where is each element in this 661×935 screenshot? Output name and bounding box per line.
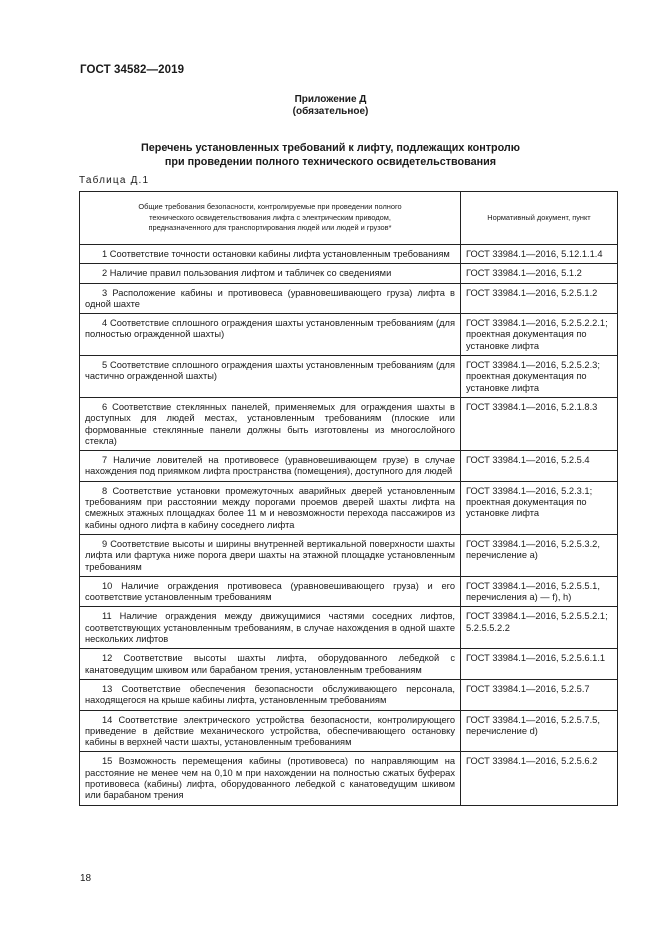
table-row — [80, 451, 618, 482]
table-row — [80, 649, 618, 680]
normative-cell: ГОСТ 33984.1—2016, 5.2.5.7 — [461, 679, 618, 710]
table-row — [80, 264, 618, 283]
normative-cell: ГОСТ 33984.1—2016, 5.2.5.7.5, перечисление d) — [461, 710, 618, 752]
page-number: 18 — [80, 873, 92, 884]
requirement-cell: 5 Соответствие сплошного ограждения шахты установленным требованиям (для частично огражденной шахты) — [80, 356, 461, 398]
table-row — [80, 576, 618, 607]
normative-cell: ГОСТ 33984.1—2016, 5.2.3.1; проектная документация по установке лифта — [461, 481, 618, 534]
table-row — [80, 356, 618, 398]
normative-cell: ГОСТ 33984.1—2016, 5.1.2 — [461, 264, 618, 283]
requirement-cell: 2 Наличие правил пользования лифтом и табличек со сведениями — [80, 264, 461, 283]
requirement-cell: 8 Соответствие установки промежуточных аварийных дверей установленным требованиям при расстоянии между порогами проемов дверей шахты лифта на смежных этажных площадках более 11 м и невозможности перехода пассажиров из кабины одного лифта в кабину соседнего лифта — [80, 481, 461, 534]
requirement-cell: 4 Соответствие сплошного ограждения шахты установленным требованиям (для полностью огражденной шахты) — [80, 314, 461, 356]
requirements-column-header — [80, 192, 461, 245]
normative-cell: ГОСТ 33984.1—2016, 5.2.5.5.1, перечисления a) — f), h) — [461, 576, 618, 607]
requirements-header-line-3: предназначенного для транспортирования людей или людей и грузов* — [148, 223, 392, 233]
normative-cell: ГОСТ 33984.1—2016, 5.2.5.6.2 — [461, 752, 618, 805]
standard-code-header: ГОСТ 34582—2019 — [80, 64, 185, 76]
normative-cell: ГОСТ 33984.1—2016, 5.2.5.3.2, перечисление a) — [461, 534, 618, 576]
appendix-title: Приложение Д — [294, 94, 367, 105]
normative-cell: ГОСТ 33984.1—2016, 5.2.5.2.2.1; проектная документация по установке лифта — [461, 314, 618, 356]
document-title — [0, 141, 661, 169]
normative-cell: ГОСТ 33984.1—2016, 5.12.1.1.4 — [461, 245, 618, 264]
table-row — [80, 710, 618, 752]
requirements-table — [79, 191, 618, 806]
requirement-cell: 10 Наличие ограждения противовеса (уравновешивающего груза) и его соответствие установленным требованиям — [80, 576, 461, 607]
requirement-cell: 13 Соответствие обеспечения безопасности обслуживающего персонала, находящегося на крыше кабины лифта, установленным требованиям — [80, 679, 461, 710]
table-header-row — [80, 192, 618, 245]
normative-cell: ГОСТ 33984.1—2016, 5.2.1.8.3 — [461, 397, 618, 450]
requirements-header-line-2: технического освидетельствования лифта с электрическим приводом, — [149, 212, 391, 222]
table-row — [80, 607, 618, 649]
normative-cell: ГОСТ 33984.1—2016, 5.2.5.2.3; проектная документация по установке лифта — [461, 356, 618, 398]
normative-cell: ГОСТ 33984.1—2016, 5.2.5.1.2 — [461, 283, 618, 314]
normative-column-header: Нормативный документ, пункт — [461, 192, 618, 245]
requirements-header-line-1: Общие требования безопасности, контролируемые при проведении полного — [138, 202, 402, 212]
table-row — [80, 314, 618, 356]
requirement-cell: 6 Соответствие стеклянных панелей, применяемых для ограждения шахты в доступных для людей местах, установленным требованиям (плоские или формованные стеклянные панели должны быть изготовлены из многослойного стекла) — [80, 397, 461, 450]
document-title-line-2: при проведении полного технического освидетельствования — [164, 156, 497, 168]
table-caption: Таблица Д.1 — [79, 175, 150, 186]
requirement-cell: 7 Наличие ловителей на противовесе (уравновешивающем грузе) в случае нахождения под приямком лифта пространства (помещения), доступного для людей — [80, 451, 461, 482]
table-row — [80, 397, 618, 450]
table-row — [80, 679, 618, 710]
requirement-cell: 9 Соответствие высоты и ширины внутренней вертикальной поверхности шахты лифта или фартука ниже порога двери шахты на этажной площадке установленным требованиям — [80, 534, 461, 576]
normative-cell: ГОСТ 33984.1—2016, 5.2.5.6.1.1 — [461, 649, 618, 680]
table-row — [80, 534, 618, 576]
requirement-cell: 15 Возможность перемещения кабины (противовеса) по направляющим на расстояние не менее чем на 0,10 м при нахождении на полностью сжатых буферах противовеса (кабины) лифта, оборудованного лебедкой с канатоведущим шкивом или барабаном трения — [80, 752, 461, 805]
appendix-heading — [0, 94, 661, 118]
requirement-cell: 11 Наличие ограждения между движущимися частями соседних лифтов, соответствующих установленным требованиям, в случае нахождения в одной шахте нескольких лифтов — [80, 607, 461, 649]
table-row — [80, 752, 618, 805]
table-row — [80, 283, 618, 314]
requirement-cell: 3 Расположение кабины и противовеса (уравновешивающего груза) лифта в одной шахте — [80, 283, 461, 314]
requirement-cell: 1 Соответствие точности остановки кабины лифта установленным требованиям — [80, 245, 461, 264]
requirement-cell: 14 Соответствие электрического устройства безопасности, контролирующего приведение в действие механического устройства, обеспечивающего остановку кабины в верхней части шахты, установленным требованиям — [80, 710, 461, 752]
table-row — [80, 481, 618, 534]
normative-cell: ГОСТ 33984.1—2016, 5.2.5.5.2.1; 5.2.5.5.2.2 — [461, 607, 618, 649]
requirement-cell: 12 Соответствие высоты шахты лифта, оборудованного лебедкой с канатоведущим шкивом или барабаном трения, установленным требованиям — [80, 649, 461, 680]
normative-cell: ГОСТ 33984.1—2016, 5.2.5.4 — [461, 451, 618, 482]
appendix-status: (обязательное) — [292, 106, 369, 117]
document-title-line-1: Перечень установленных требований к лифту, подлежащих контролю — [140, 142, 521, 154]
table-row — [80, 245, 618, 264]
